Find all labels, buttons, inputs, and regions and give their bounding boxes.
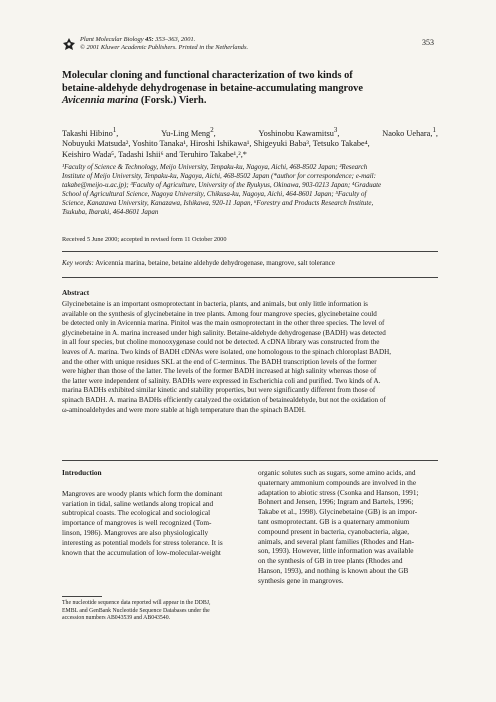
body-line: interesting as potential models for stress tolerance. It is [62,537,223,547]
abstract-line: leaves of A. marina. Two kinds of BADH cDNAs were isolated, one homologous to the spinach chloroplast BADH, [62,347,391,356]
affiliation-line: takabe@meijo-u.ac.jp); ³Faculty of Agriculture, University of the Ryukyus, Okinawa, 903-0213 Japan; ⁴Graduate [62,181,382,189]
author-row: Nobuyuki Matsuda², Yoshito Tanaka¹, Hiroshi Ishikawa¹, Shigeyuki Baba³, Tetsuko Takabe⁴, [62,139,370,149]
abstract-body [62,300,438,415]
section-heading: Introduction [62,468,102,477]
received-dates: Received 5 June 2000; accepted in revised form 11 October 2000 [62,236,227,243]
affiliation-line: School of Agricultural Science, Nagoya University, Chikusa-ku, Nagoya, Aichi, 464-8601 Japan; ⁵Faculty of [62,190,367,198]
body-line: son, 1993). However, little information was available [258,546,414,556]
body-line: tant osmoprotectant. GB is a quaternary ammonium [258,516,410,526]
copyright-line: © 2001 Kluwer Academic Publishers. Printed in the Netherlands. [80,44,249,51]
body-line: Mangroves are woody plants which form the dominant [62,488,223,498]
body-line: Takabe et al., 1998). Glycinebetaine (GB) is an impor- [258,507,418,517]
body-line: quaternary ammonium compounds are involved in the [258,477,417,487]
body-line: animals, and several plant families (Rhodes and Han- [258,536,415,546]
abstract-line: were higher than those of the latter. The levels of the former BADH increased at high salinity whereas those of [62,367,377,376]
abstract-line: the latter were independent of salinity. BADHs were expressed in Escherichia coli and purified. Two kinds of A. [62,376,381,385]
divider [62,251,438,252]
page-number: 353 [422,38,434,47]
footnote-line: accession numbers AB043539 and AB043540. [62,615,171,622]
body-line: variation in tidal, saline wetlands along tropical and [62,498,214,508]
publisher-logo-icon [62,37,76,51]
affiliation-line: Science, Kanazawa University, Kanazawa, Ishikawa, 920-11 Japan, ⁶Forestry and Products Research Institute, [62,199,374,207]
abstract-line: glycinebetaine in A. marina increased under high salinity. Betaine-aldehyde dehydrogenase (BADH) was detected [62,328,386,337]
abstract-line: in all four species, but choline monooxygenase could not be detected. A cDNA library was constructed from the [62,338,380,347]
author: Naoko Uehara,$^1$, [382,127,438,138]
abstract-line: Glycinebetaine is an important osmoprotectant in bacteria, plants, and animals, but only little information is [62,300,368,308]
running-header [62,36,442,58]
title-line: Molecular cloning and functional characterization of two kinds of [62,70,353,81]
journal-citation: Plant Molecular Biology 45: 353–363, 2001. [80,36,196,43]
author: Yu-Ling Meng$^2$, [161,127,216,138]
footnote-line: The nucleotide sequence data reported will appear in the DDBJ, [62,600,211,606]
right-column [258,468,442,586]
author: Yoshinobu Kawamitsu$^3$, [258,127,340,138]
keywords: Key words: Avicennia marina, betaine, betaine aldehyde dehydrogenase, mangrove, salt tolerance [62,259,335,267]
body-line: importance of mangroves is well recognized (Tom- [62,518,212,528]
footnote-divider [62,596,102,597]
footnote-line: EMBL and GenBank Nucleotide Sequence Databases under the [62,607,210,614]
body-line: subtropical coasts. The ecological and sociological [62,508,211,518]
author-row: Keishiro Wada⁵, Tadashi Ishii⁶ and Teruhiro Takabe¹,²,* [62,149,247,159]
body-line: compound present in bacteria, cyanobacteria, algae, [258,526,410,536]
abstract-heading: Abstract [62,288,90,297]
body-line: linson, 1986). Mangroves are also physiologically [62,527,209,537]
author: Takashi Hibino$^1$, [62,127,119,138]
body-line: known that the accumulation of low-molecular-weight [62,547,221,557]
abstract-line: spinach BADH. A. marina BADHs efficiently catalyzed the oxidation of betainealdehyde, but not the oxidation of [62,395,386,404]
abstract-line: marina BADHs exhibited similar kinetic and stability properties, but were significantly different from those of [62,386,376,395]
title-line: Avicennia marina (Forsk.) Vierh. [62,95,207,107]
species-name: Avicennia marina [62,95,139,107]
body-line: synthesis gene in mangroves. [258,575,344,585]
affiliation-line: ¹Faculty of Science & Technology, Meijo University, Tenpaku-ku, Nagoya, Aichi, 468-8502 Japan; ²Research [62,163,368,171]
affiliation-line: Tsukuba, Ibaraki, 464-8601 Japan [62,208,159,216]
divider [62,460,438,461]
abstract-line: be detected only in Avicennia marina. Pinitol was the main osmoprotectant in the other three species. The level of [62,319,385,328]
divider [62,277,438,278]
author-list [62,126,438,160]
left-column [62,468,246,557]
title-line: betaine-aldehyde dehydrogenase in betaine-accumulating mangrove [62,82,363,94]
body-line: adaptation to abiotic stress (Csonka and Hanson, 1991; [258,487,419,497]
body-line: Bohnert and Jensen, 1996; Ingram and Bartels, 1996; [258,497,414,507]
article-title [62,70,446,108]
body-line: on the synthesis of GB in tree plants (Rhodes and [258,556,403,566]
affiliations [62,163,440,217]
abstract-line: ω-aminoaldehydes and were more stable at high temperature than the spinach BADH. [62,405,306,414]
affiliation-line: Institute of Meijo University, Tenpaku-ku, Nagoya, Aichi, 468-8502 Japan (*author for correspondence; e-mail: [62,172,376,180]
body-line: organic solutes such as sugars, some amino acids, and [258,468,416,477]
body-line: Hanson, 1993), and nothing is known about the GB [258,565,409,575]
abstract-line: available on the synthesis of glycinebetaine in tree plants. Among four mangrove species, glycinebetaine could [62,309,377,318]
author-row [62,126,438,139]
abstract-line: and the other with unique residues SKL at the end of C-terminus. The BADH transcription levels of the former [62,357,377,366]
footnote [62,600,246,623]
